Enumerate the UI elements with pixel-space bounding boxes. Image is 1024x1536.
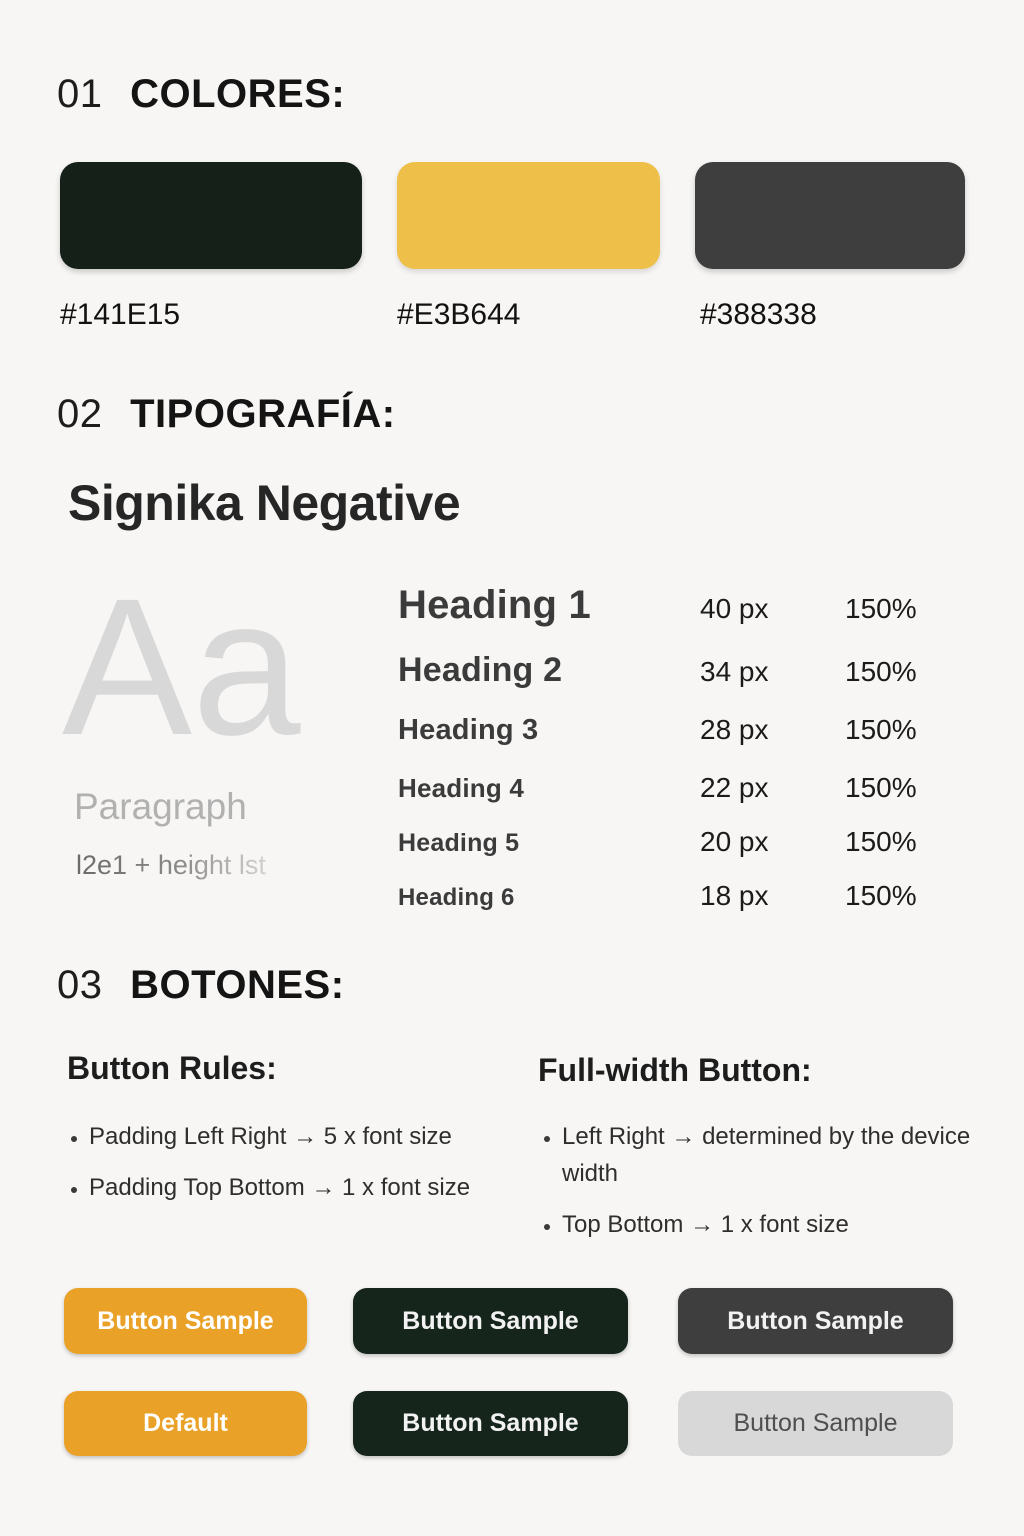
sample-button-dark-gray[interactable]: Button Sample — [678, 1288, 953, 1354]
font-family-name: Signika Negative — [68, 475, 461, 531]
button-rule-item: • Padding Left Right → 5 x font size — [89, 1118, 539, 1155]
sample-button-dark-green[interactable]: Button Sample — [353, 1288, 628, 1354]
heading-label: Heading 3 — [398, 714, 539, 746]
sample-button-disabled[interactable]: Button Sample — [678, 1391, 953, 1456]
full-width-rule-item: • Left Right → determined by the device width — [562, 1118, 982, 1192]
sample-button-orange[interactable]: Button Sample — [64, 1288, 307, 1354]
heading-line-height: 150% — [845, 593, 917, 624]
heading-label: Heading 5 — [398, 829, 520, 857]
heading-size: 18 px — [700, 880, 769, 911]
font-specimen-aa: Aa — [62, 558, 301, 776]
section-name: BOTONES: — [130, 963, 345, 1007]
color-swatch-gray — [695, 162, 965, 269]
color-swatch-yellow — [397, 162, 660, 269]
heading-label: Heading 4 — [398, 773, 525, 803]
button-rules-list — [67, 1118, 539, 1220]
heading-line-height: 150% — [845, 656, 917, 687]
sample-button-default[interactable]: Default — [64, 1391, 307, 1456]
heading-spec-row — [398, 772, 958, 804]
heading-label: Heading 6 — [398, 884, 515, 911]
heading-line-height: 150% — [845, 714, 917, 745]
heading-label: Heading 1 — [398, 583, 591, 627]
heading-line-height: 150% — [845, 826, 917, 857]
full-width-rules-list — [540, 1118, 982, 1258]
heading-size: 34 px — [700, 656, 769, 687]
heading-spec-row — [398, 583, 958, 628]
sample-button-dark-green-2[interactable]: Button Sample — [353, 1391, 628, 1456]
section-title-colores — [57, 72, 345, 117]
section-number: 02 — [57, 392, 103, 436]
section-title-tipografia — [57, 392, 396, 437]
paragraph-label: Paragraph — [74, 786, 247, 827]
section-title-botones — [57, 963, 345, 1008]
button-rule-item: • Padding Top Bottom → 1 x font size — [89, 1169, 539, 1206]
full-width-button-title: Full-width Button: — [538, 1052, 812, 1088]
section-number: 03 — [57, 963, 103, 1007]
heading-spec-row — [398, 651, 958, 690]
section-name: COLORES: — [130, 72, 346, 116]
swatch-hex-label: #E3B644 — [397, 298, 521, 331]
swatch-hex-label: #141E15 — [60, 298, 181, 331]
heading-line-height: 150% — [845, 880, 917, 911]
line-height-note: l2e1 + height lst — [76, 850, 266, 880]
heading-spec-row — [398, 714, 958, 747]
section-name: TIPOGRAFÍA: — [130, 392, 396, 436]
full-width-rule-item: • Top Bottom → 1 x font size — [562, 1206, 982, 1243]
heading-line-height: 150% — [845, 772, 917, 803]
swatch-hex-label: #388338 — [700, 298, 817, 331]
heading-spec-row — [398, 880, 958, 912]
heading-label: Heading 2 — [398, 651, 563, 689]
heading-size: 22 px — [700, 772, 769, 803]
section-number: 01 — [57, 72, 103, 116]
heading-size: 20 px — [700, 826, 769, 857]
button-rules-title: Button Rules: — [67, 1050, 277, 1086]
heading-size: 40 px — [700, 593, 769, 624]
heading-size: 28 px — [700, 714, 769, 745]
heading-spec-row — [398, 826, 958, 858]
color-swatch-dark-green — [60, 162, 362, 269]
